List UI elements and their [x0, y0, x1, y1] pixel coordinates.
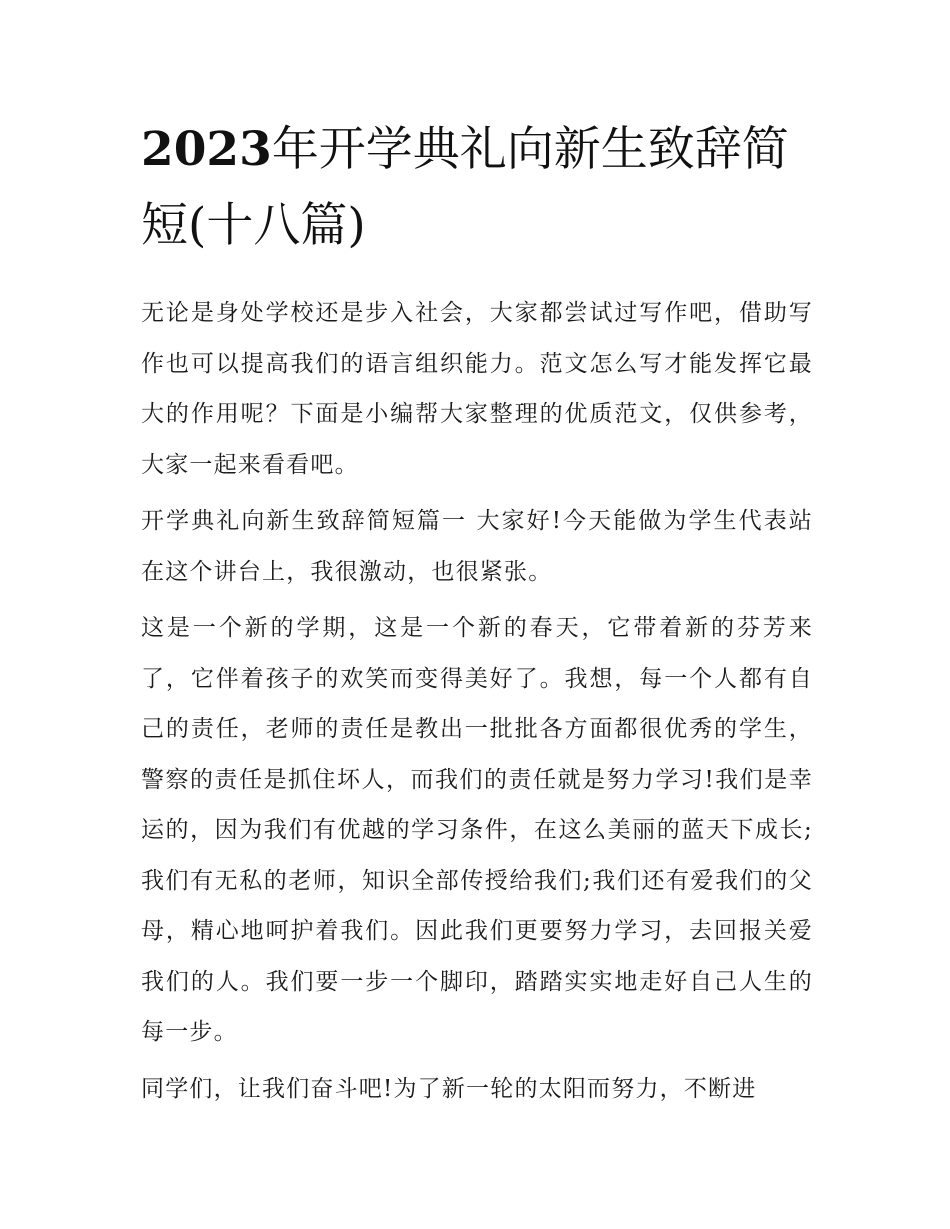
paragraph-closing: 同学们，让我们奋斗吧!为了新一轮的太阳而努力，不断进 — [141, 1075, 757, 1102]
document-title — [141, 112, 813, 264]
paragraph-main: 这是一个新的学期，这是一个新的春天，它带着新的芬芳来了，它伴着孩子的欢笑而变得美好了。我想，每一个人都有自己的责任，老师的责任是教出一批批各方面都很优秀的学生，警察的责任是抓住坏人，而我们的责任就是努力学习!我们是幸运的，因为我们有优越的学习条件，在这么美丽的蓝天下成长;我们有无私的老师，知识全部传授给我们;我们还有爱我们的父母，精心地呵护着我们。因此我们更要努力学习，去回报关爱我们的人。我们要一步一个脚印，踏踏实实地走好自己人生的每一步。 — [141, 615, 813, 1045]
title-text: 年开学典礼向新生致辞简短(十八篇) — [141, 122, 789, 253]
title-year: 2023 — [141, 122, 272, 177]
paragraph-intro: 无论是身处学校还是步入社会，大家都尝试过写作吧，借助写作也可以提高我们的语言组织能力。范文怎么写才能发挥它最大的作用呢？下面是小编帮大家整理的优质范文，仅供参考，大家一起来看看吧。 — [141, 300, 813, 478]
document-page — [141, 112, 813, 1120]
document-body — [141, 288, 813, 1114]
paragraph-greeting: 开学典礼向新生致辞简短篇一 大家好!今天能做为学生代表站在这个讲台上，我很激动，也很紧张。 — [141, 508, 813, 585]
